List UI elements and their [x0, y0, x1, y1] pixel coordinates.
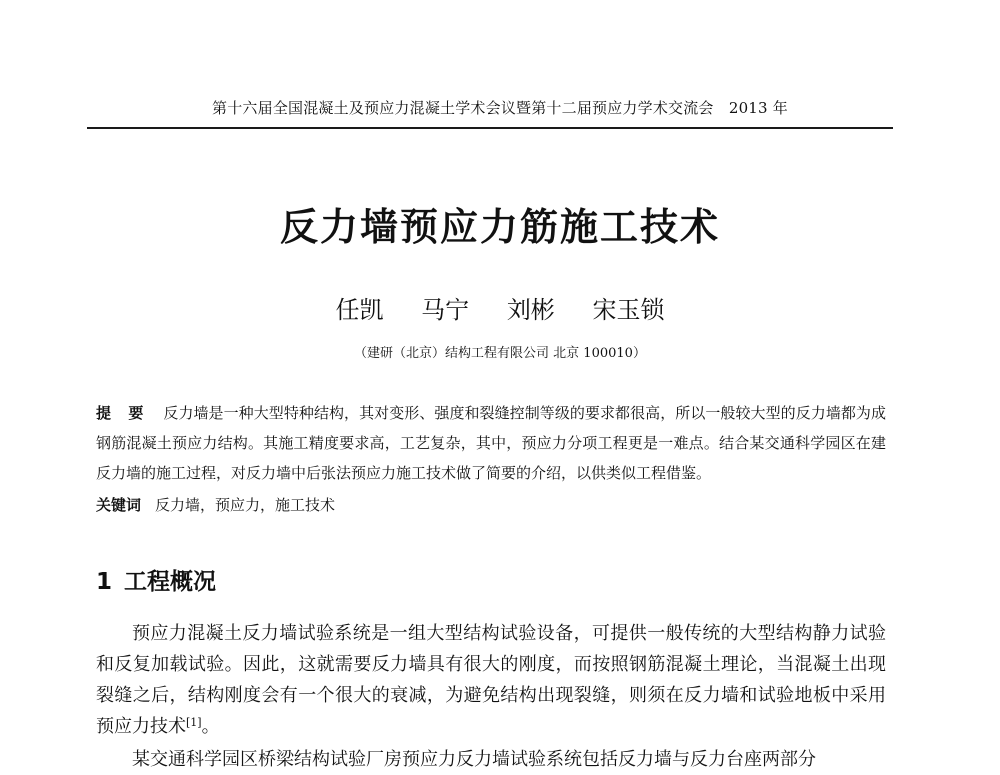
section-heading	[96, 563, 216, 596]
abstract	[96, 398, 886, 488]
paper-title: 反力墙预应力筋施工技术	[279, 205, 720, 249]
citation-ref: [1]	[186, 716, 202, 729]
affiliation: （建研（北京）结构工程有限公司 北京 100010）	[354, 346, 646, 361]
author-name: 任凯	[335, 296, 384, 324]
abstract-label: 提 要	[96, 404, 150, 422]
running-header: 第十六届全国混凝土及预应力混凝土学术会议暨第十二届预应力学术交流会 2013 年	[212, 99, 788, 117]
body-paragraph	[96, 618, 886, 742]
abstract-text: 反力墙是一种大型特种结构，其对变形、强度和裂缝控制等级的要求都很高，所以一般较大型的反力墙都为成钢筋混凝土预应力结构。其施工精度要求高，工艺复杂，其中，预应力分项工程更是一难点。结合某交通科学园区在建反力墙的施工过程，对反力墙中后张法预应力施工技术做了简要的介绍，以供类似工程借鉴。	[96, 404, 886, 482]
author-name: 马宁	[421, 296, 470, 324]
paragraph-end: 。	[201, 716, 220, 737]
section-number: 1	[96, 569, 113, 595]
header-rule	[87, 127, 893, 129]
author-name: 刘彬	[506, 296, 555, 324]
author-name: 宋玉锁	[592, 296, 665, 324]
author-list	[0, 290, 1000, 325]
section-title: 工程概况	[124, 569, 217, 595]
paragraph-text: 预应力混凝土反力墙试验系统是一组大型结构试验设备，可提供一般传统的大型结构静力试验和反复加载试验。因此，这就需要反力墙具有很大的刚度，而按照钢筋混凝土理论，当混凝土出现裂缝之后，结构刚度会有一个很大的衰减，为避免结构出现裂缝，则须在反力墙和试验地板中采用预应力技术	[96, 623, 886, 737]
keywords-label: 关键词	[96, 496, 142, 514]
body-paragraph-partial: 某交通科学园区桥梁结构试验厂房预应力反力墙试验系统包括反力墙与反力台座两部分	[132, 749, 816, 770]
keywords	[96, 490, 886, 520]
keywords-text: 反力墙，预应力，施工技术	[155, 496, 336, 514]
